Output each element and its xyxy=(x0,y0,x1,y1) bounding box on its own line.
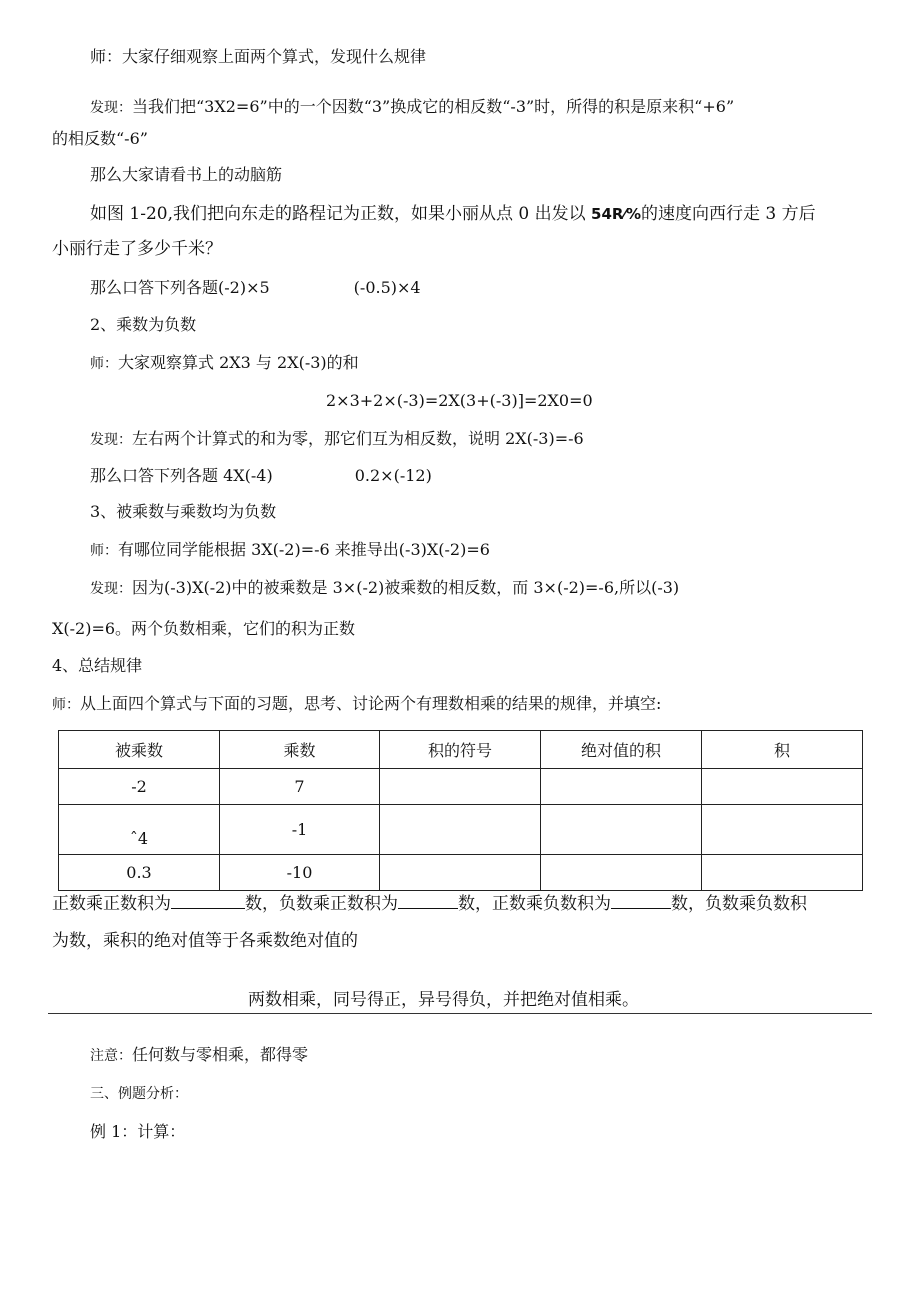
divider-line xyxy=(48,1013,872,1014)
table-cell: 7 xyxy=(220,769,380,805)
discovery-2: 发现：左右两个计算式的和为零，那它们互为相反数，说明 2X(-3)=-6 xyxy=(90,429,584,448)
table-row xyxy=(59,805,863,855)
table-cell: -1 xyxy=(220,805,380,855)
table-cell xyxy=(702,855,863,891)
blank-1[interactable] xyxy=(171,894,245,909)
teacher-question-1: 师：大家仔细观察上面两个算式，发现什么规律 xyxy=(90,47,427,66)
oral-exercise-2: 那么口答下列各题 4X(-4) 0.2×(-12) xyxy=(90,466,432,485)
discovery-3-cont: X(-2)=6。两个负数相乘，它们的积为正数 xyxy=(52,619,356,638)
discovery-3: 发现：因为(-3)X(-2)中的被乘数是 3×(-2)被乘数的相反数，而 3×(-2)=-6,所以(-3) xyxy=(90,578,680,597)
section-heading-2: 2、乘数为负数 xyxy=(90,315,197,334)
fill-in-sentence: 正数乘正数积为 数，负数乘正数积为 数，正数乘负数积为 数，负数乘负数积 xyxy=(52,894,807,914)
oral-exercise-1: 那么口答下列各题(-2)×5 (-0.5)×4 xyxy=(90,278,421,297)
table-header: 被乘数 xyxy=(59,731,220,769)
table-header: 乘数 xyxy=(220,731,380,769)
textbook-prompt: 那么大家请看书上的动脑筋 xyxy=(90,165,283,184)
blank-2[interactable] xyxy=(398,894,458,909)
note: 注意：任何数与零相乘，都得零 xyxy=(90,1045,309,1064)
blank-3[interactable] xyxy=(611,894,671,909)
discovery-1-cont: 的相反数“-6” xyxy=(52,129,148,148)
table-cell: -10 xyxy=(220,855,380,891)
section-heading-3: 3、被乘数与乘数均为负数 xyxy=(90,502,277,521)
table-cell xyxy=(702,769,863,805)
table-cell: ˆ4 xyxy=(59,805,220,855)
table-cell xyxy=(380,805,541,855)
teacher-question-3: 师：有哪位同学能根据 3X(-2)=-6 来推导出(-3)X(-2)=6 xyxy=(90,540,490,559)
example-problem: 如图 1-20,我们把向东走的路程记为正数，如果小丽从点 0 出发以 54R⁄%的速度向西行走 3 方后 xyxy=(90,204,816,224)
formula-line: 2×3+2×(-3)=2X(3+(-3)]=2X0=0 xyxy=(326,391,593,410)
table-header: 积 xyxy=(702,731,863,769)
table-cell: 0.3 xyxy=(59,855,220,891)
table-header: 绝对值的积 xyxy=(541,731,702,769)
discovery-1: 发现：当我们把“3X2=6”中的一个因数“3”换成它的相反数“-3”时，所得的积是原来积“+6” xyxy=(90,97,735,116)
teacher-question-2: 师：大家观察算式 2X3 与 2X(-3)的和 xyxy=(90,353,359,372)
table-row xyxy=(59,769,863,805)
example-problem-cont: 小丽行走了多少千米？ xyxy=(52,239,222,259)
section-heading-examples: 三、例题分析： xyxy=(90,1086,188,1102)
table-cell xyxy=(380,855,541,891)
table-cell xyxy=(702,805,863,855)
table-header-row xyxy=(59,731,863,769)
table-cell xyxy=(541,769,702,805)
teacher-instruction: 师：从上面四个算式与下面的习题，思考、讨论两个有理数相乘的结果的规律，并填空: xyxy=(52,694,662,713)
multiplication-rule: 两数相乘，同号得正，异号得负，并把绝对值相乘。 xyxy=(248,990,639,1010)
section-heading-4: 4、总结规律 xyxy=(52,656,143,675)
garbled-speed: 54R⁄% xyxy=(591,205,641,223)
fill-in-sentence-cont: 为数，乘积的绝对值等于各乘数绝对值的 xyxy=(52,931,358,951)
table-row xyxy=(59,855,863,891)
sign-rule-table xyxy=(58,730,863,891)
table-header: 积的符号 xyxy=(380,731,541,769)
table-cell xyxy=(541,855,702,891)
example-1-heading: 例 1：计算： xyxy=(90,1122,186,1141)
discovery-label: 发现： xyxy=(90,100,132,116)
table-cell xyxy=(541,805,702,855)
table-cell xyxy=(380,769,541,805)
table-cell: -2 xyxy=(59,769,220,805)
